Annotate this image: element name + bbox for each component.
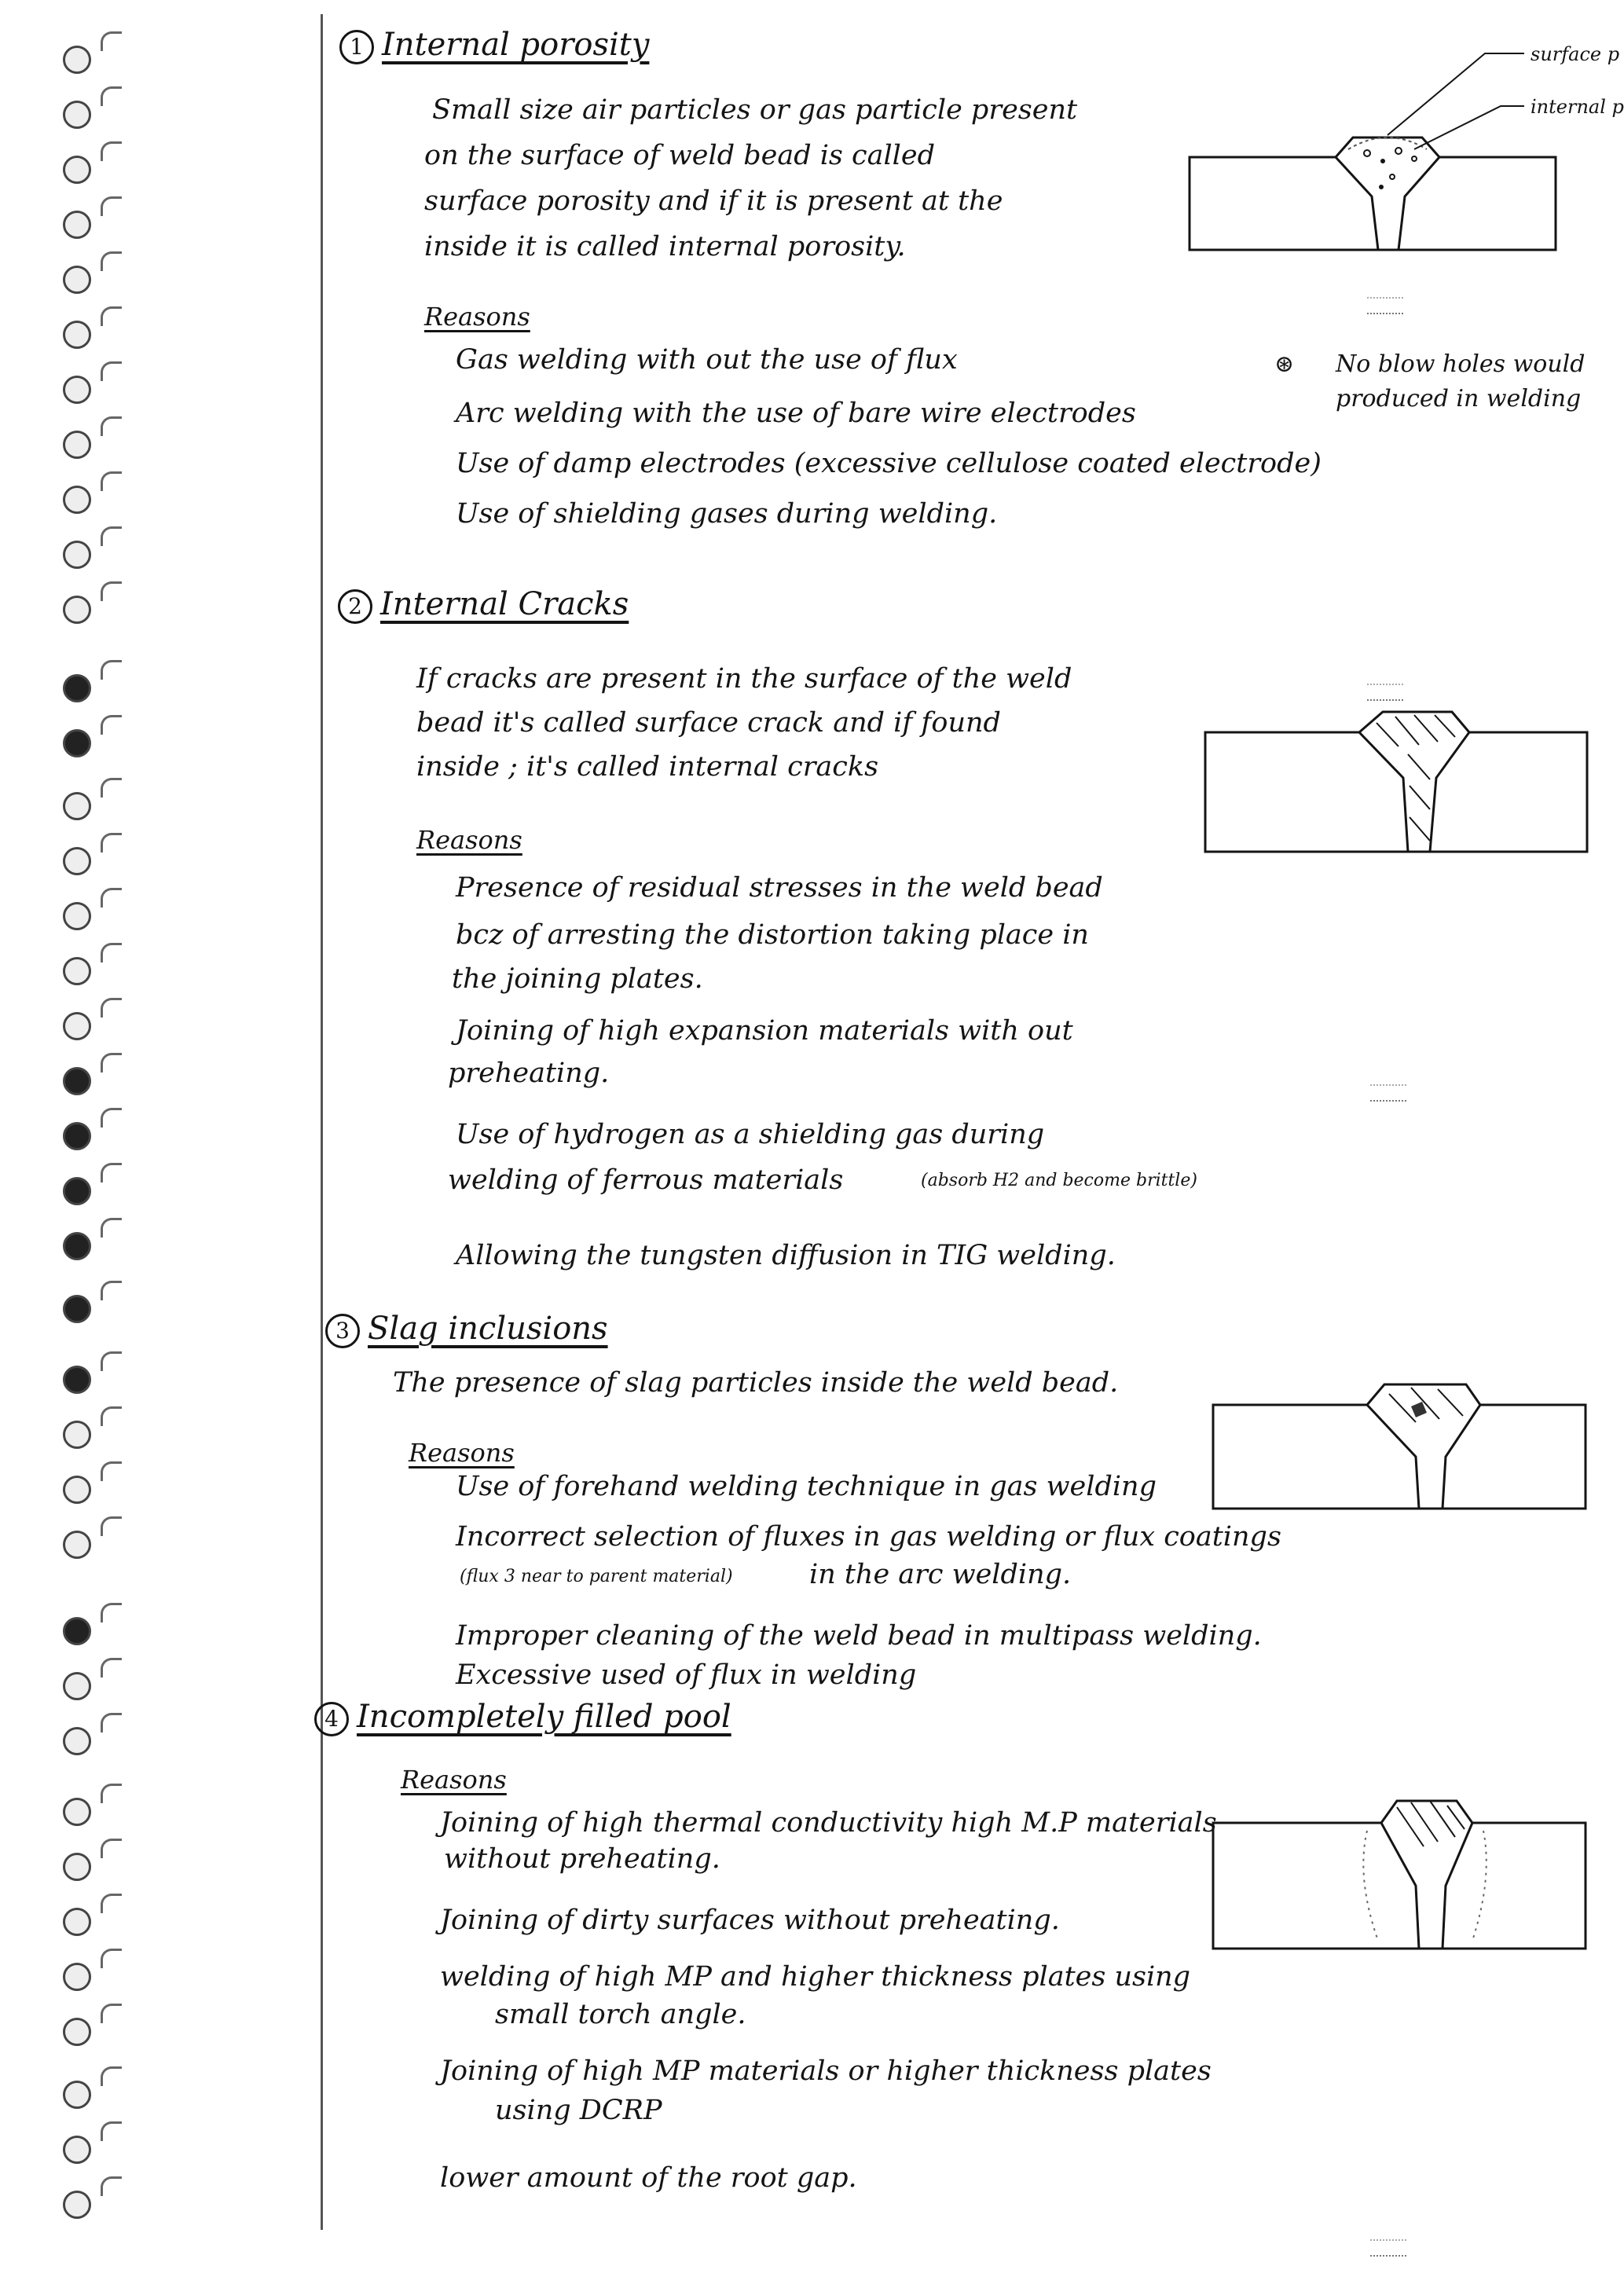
binding-hook bbox=[101, 998, 122, 1018]
reason-item: preheating. bbox=[448, 1058, 610, 1089]
reason-item: Use of shielding gases during welding. bbox=[456, 498, 998, 530]
page-smudge bbox=[1370, 2239, 1406, 2257]
reason-item: Joining of high MP materials or higher thickness plates bbox=[440, 2055, 1212, 2087]
reason-item: welding of high MP and higher thickness plates using bbox=[440, 1961, 1191, 1993]
binding-hole bbox=[63, 1366, 91, 1394]
reasons-label: Reasons bbox=[424, 302, 530, 332]
binding-hook bbox=[101, 526, 122, 546]
side-note-line: produced in welding bbox=[1336, 385, 1582, 412]
binding-hole bbox=[63, 729, 91, 757]
binding-hook bbox=[101, 1406, 122, 1426]
binding-hook bbox=[101, 833, 122, 852]
binding-hook bbox=[101, 86, 122, 106]
binding-hole bbox=[63, 1853, 91, 1881]
margin-line bbox=[321, 14, 323, 2230]
binding-hole bbox=[63, 321, 91, 349]
side-note-marker: ⊛ bbox=[1274, 350, 1295, 378]
side-note-line: No blow holes would bbox=[1336, 350, 1586, 378]
binding-hole bbox=[63, 674, 91, 702]
binding-hole bbox=[63, 156, 91, 184]
section-number: 2 bbox=[338, 589, 372, 624]
slag-weld-diagram bbox=[1210, 1372, 1595, 1521]
reason-item: Arc welding with the use of bare wire electrodes bbox=[456, 398, 1136, 429]
reason-item: in the arc welding. bbox=[809, 1559, 1072, 1590]
section-title: Internal porosity bbox=[382, 27, 650, 63]
reason-item: Use of forehand welding technique in gas welding bbox=[456, 1471, 1157, 1502]
binding-hook bbox=[101, 778, 122, 798]
binding-hole bbox=[63, 1727, 91, 1755]
binding-hole bbox=[63, 1232, 91, 1260]
binding-hole bbox=[63, 596, 91, 624]
binding-hole bbox=[63, 211, 91, 239]
section-heading bbox=[325, 1311, 608, 1348]
reasons-label: Reasons bbox=[416, 825, 522, 855]
description-line: If cracks are present in the surface of the weld bbox=[416, 663, 1072, 695]
diagram-label: surface p bbox=[1531, 43, 1620, 65]
reason-item: Allowing the tungsten diffusion in TIG welding. bbox=[456, 1240, 1116, 1271]
binding-hole bbox=[63, 1908, 91, 1936]
cracks-weld-diagram bbox=[1202, 691, 1595, 864]
binding-hole bbox=[63, 902, 91, 930]
binding-hook bbox=[101, 943, 122, 962]
section-title: Internal Cracks bbox=[380, 586, 629, 622]
incomplete-pool-weld-diagram bbox=[1210, 1784, 1595, 1964]
binding-hook bbox=[101, 1163, 122, 1182]
binding-hole bbox=[63, 1421, 91, 1449]
binding-hook bbox=[101, 1218, 122, 1238]
reasons-label: Reasons bbox=[401, 1765, 507, 1795]
section-heading bbox=[339, 27, 649, 64]
section-number: 4 bbox=[314, 1702, 349, 1736]
description-line: inside ; it's called internal cracks bbox=[416, 751, 879, 783]
binding-hole bbox=[63, 1122, 91, 1150]
binding-hole bbox=[63, 1531, 91, 1559]
binding-hook bbox=[101, 1949, 122, 1968]
binding-hole bbox=[63, 101, 91, 129]
binding-hook bbox=[101, 1839, 122, 1858]
reason-item: the joining plates. bbox=[452, 963, 703, 995]
description-line: The presence of slag particles inside the weld bead. bbox=[393, 1367, 1119, 1399]
binding-hole bbox=[63, 376, 91, 404]
reason-item: Joining of high thermal conductivity high M.P materials bbox=[440, 1807, 1217, 1839]
reason-item: Joining of dirty surfaces without preheating. bbox=[440, 1905, 1060, 1936]
description-line: on the surface of weld bead is called bbox=[424, 140, 935, 171]
binding-hook bbox=[101, 660, 122, 680]
page-smudge bbox=[1367, 297, 1403, 314]
reason-item: Use of hydrogen as a shielding gas during bbox=[456, 1119, 1045, 1150]
reason-item: bcz of arresting the distortion taking place in bbox=[456, 919, 1089, 951]
binding-hole bbox=[63, 266, 91, 294]
binding-hole bbox=[63, 2018, 91, 2046]
binding-hook bbox=[101, 888, 122, 908]
binding-hole bbox=[63, 1617, 91, 1645]
reasons-label: Reasons bbox=[409, 1438, 515, 1468]
reason-item-note: (flux 3 near to parent material) bbox=[460, 1567, 733, 1586]
reason-item-note: (absorb H2 and become brittle) bbox=[921, 1171, 1197, 1190]
binding-hook bbox=[101, 1461, 122, 1481]
reason-item: Joining of high expansion materials with out bbox=[456, 1015, 1073, 1047]
binding-hole bbox=[63, 1067, 91, 1095]
binding-hole bbox=[63, 1476, 91, 1504]
binding-hook bbox=[101, 306, 122, 326]
reason-item: Gas welding with out the use of flux bbox=[456, 344, 958, 376]
binding-hole bbox=[63, 2136, 91, 2164]
diagram-label: internal p bbox=[1531, 96, 1624, 118]
binding-hook bbox=[101, 1516, 122, 1536]
spiral-binding bbox=[0, 0, 134, 2277]
binding-hole bbox=[63, 486, 91, 514]
reason-item: using DCRP bbox=[495, 2095, 662, 2126]
description-line: surface porosity and if it is present at the bbox=[424, 185, 1003, 217]
binding-hook bbox=[101, 196, 122, 216]
binding-hole bbox=[63, 2081, 91, 2109]
binding-hook bbox=[101, 416, 122, 436]
binding-hook bbox=[101, 2004, 122, 2023]
description-line: bead it's called surface crack and if found bbox=[416, 707, 1001, 739]
binding-hole bbox=[63, 2191, 91, 2219]
section-number: 3 bbox=[325, 1314, 360, 1348]
binding-hole bbox=[63, 541, 91, 569]
binding-hole bbox=[63, 1963, 91, 1991]
binding-hook bbox=[101, 1603, 122, 1622]
description-line: inside it is called internal porosity. bbox=[424, 231, 906, 262]
section-heading bbox=[338, 586, 629, 624]
binding-hole bbox=[63, 46, 91, 74]
section-heading bbox=[314, 1699, 731, 1736]
binding-hook bbox=[101, 141, 122, 161]
binding-hook bbox=[101, 31, 122, 51]
page-smudge bbox=[1367, 684, 1403, 701]
binding-hook bbox=[101, 1053, 122, 1072]
binding-hook bbox=[101, 1658, 122, 1678]
binding-hook bbox=[101, 1894, 122, 1913]
porosity-weld-diagram bbox=[1186, 31, 1603, 267]
description-line: Small size air particles or gas particle present bbox=[432, 94, 1078, 126]
binding-hook bbox=[101, 361, 122, 381]
reason-item: small torch angle. bbox=[495, 1999, 746, 2030]
binding-hook bbox=[101, 471, 122, 491]
binding-hook bbox=[101, 1713, 122, 1732]
binding-hook bbox=[101, 2176, 122, 2196]
binding-hook bbox=[101, 2121, 122, 2141]
reason-item: Improper cleaning of the weld bead in multipass welding. bbox=[456, 1620, 1262, 1652]
binding-hole bbox=[63, 847, 91, 875]
binding-hook bbox=[101, 1784, 122, 1803]
reason-item: Incorrect selection of fluxes in gas welding or flux coatings bbox=[456, 1521, 1281, 1553]
page-smudge bbox=[1370, 1084, 1406, 1102]
binding-hook bbox=[101, 251, 122, 271]
reason-item: without preheating. bbox=[444, 1843, 720, 1875]
section-number: 1 bbox=[339, 30, 374, 64]
section-title: Incompletely filled pool bbox=[357, 1699, 731, 1735]
binding-hook bbox=[101, 1281, 122, 1300]
binding-hook bbox=[101, 1108, 122, 1128]
binding-hook bbox=[101, 1351, 122, 1371]
reason-item: Use of damp electrodes (excessive cellulose coated electrode) bbox=[456, 448, 1322, 479]
binding-hole bbox=[63, 1295, 91, 1323]
binding-hole bbox=[63, 1012, 91, 1040]
binding-hook bbox=[101, 2066, 122, 2086]
reason-item: lower amount of the root gap. bbox=[440, 2162, 857, 2194]
binding-hook bbox=[101, 715, 122, 735]
binding-hole bbox=[63, 1672, 91, 1700]
reason-item: Excessive used of flux in welding bbox=[456, 1659, 917, 1691]
binding-hole bbox=[63, 792, 91, 820]
reason-item: welding of ferrous materials bbox=[448, 1164, 844, 1196]
binding-hole bbox=[63, 957, 91, 985]
binding-hook bbox=[101, 581, 122, 601]
binding-hole bbox=[63, 1177, 91, 1205]
reason-item: Presence of residual stresses in the weld bead bbox=[456, 872, 1103, 904]
binding-hole bbox=[63, 431, 91, 459]
section-title: Slag inclusions bbox=[368, 1311, 608, 1347]
binding-hole bbox=[63, 1798, 91, 1826]
